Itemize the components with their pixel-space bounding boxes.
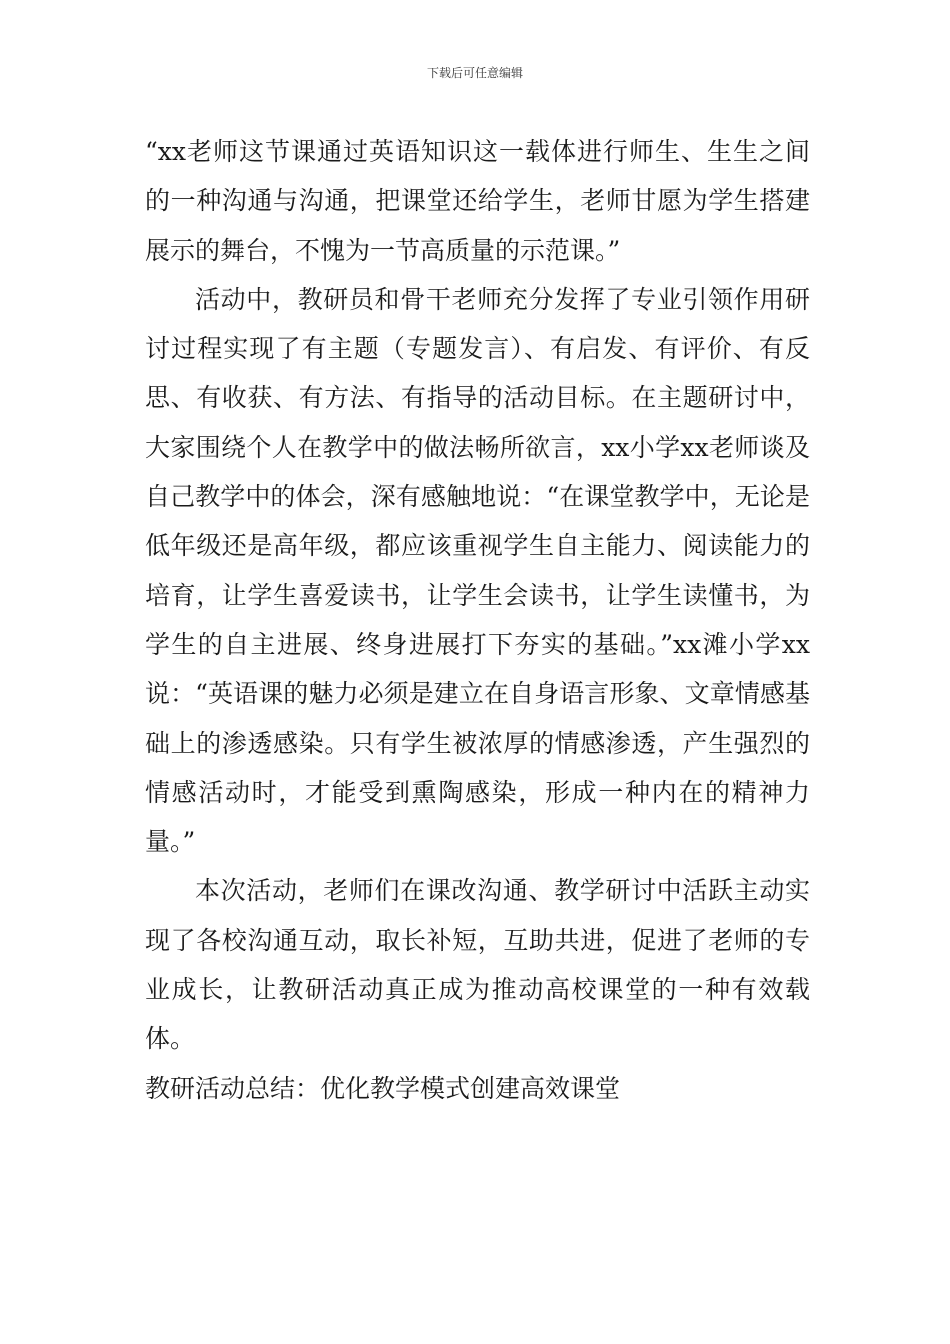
document-body xyxy=(145,127,810,1113)
paragraph-activity-discussion: 活动中，教研员和骨干老师充分发挥了专业引领作用研讨过程实现了有主题（专题发言）、有启发、有评价、有反思、有收获、有方法、有指导的活动目标。在主题研讨中，大家围绕个人在教学中的做法畅所欲言，xx小学xx老师谈及自己教学中的体会，深有感触地说：“在课堂教学中，无论是低年级还是高年级，都应该重视学生自主能力、阅读能力的培育，让学生喜爱读书，让学生会读书，让学生读懂书，为学生的自主进展、终身进展打下夯实的基础。”xx滩小学xx说：“英语课的魅力必须是建立在自身语言形象、文章情感基础上的渗透感染。只有学生被浓厚的情感渗透，产生强烈的情感活动时，才能受到熏陶感染，形成一种内在的精神力量。” xyxy=(145,284,810,857)
page-header: 下载后可任意编辑 xyxy=(426,66,523,80)
section-heading: 教研活动总结：优化教学模式创建高效课堂 xyxy=(145,1073,621,1103)
paragraph-quote-continuation: “xx老师这节课通过英语知识这一载体进行师生、生生之间的一种沟通与沟通，把课堂还给学生，老师甘愿为学生搭建展示的舞台，不愧为一节高质量的示范课。” xyxy=(145,137,810,265)
paragraph-activity-summary: 本次活动，老师们在课改沟通、教学研讨中活跃主动实现了各校沟通互动，取长补短，互助共进，促进了老师的专业成长，让教研活动真正成为推动高校课堂的一种有效载体。 xyxy=(145,876,810,1054)
